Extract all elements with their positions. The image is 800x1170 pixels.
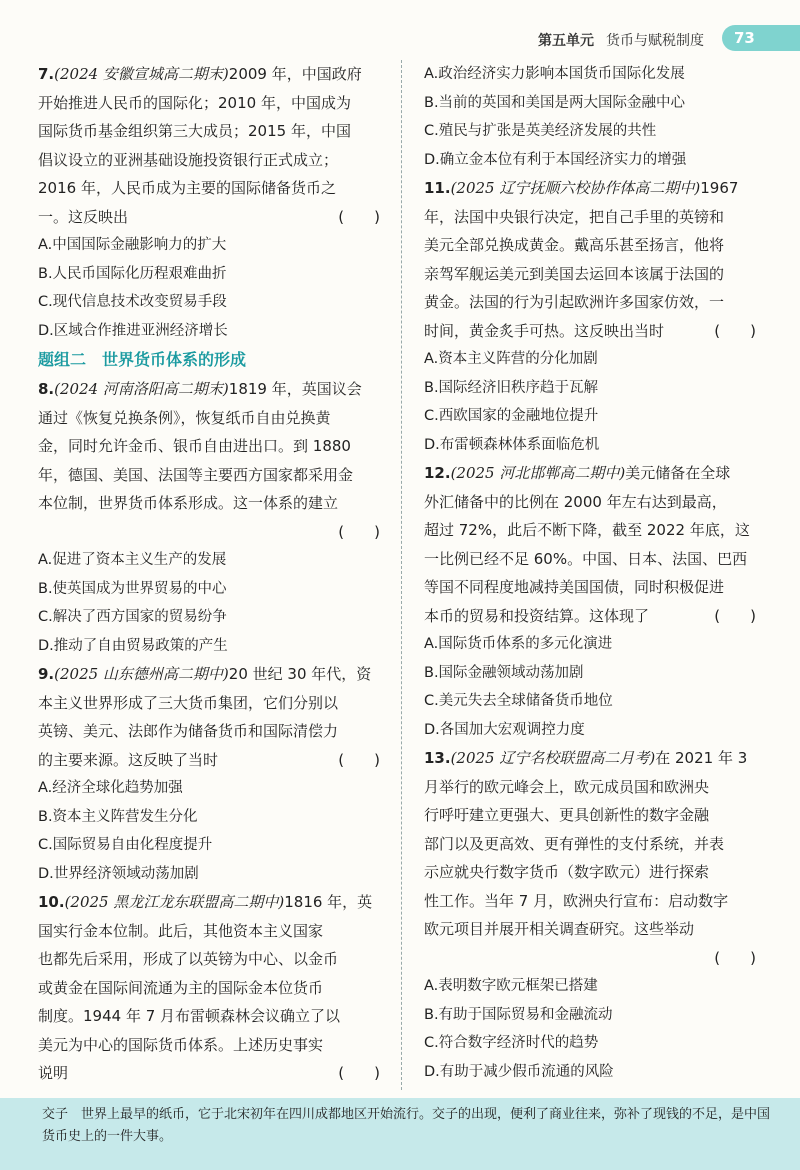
right-column — [424, 60, 760, 1086]
answer-blank[interactable]: ( ) — [338, 207, 380, 226]
stem-line: 国实行金本位制。此后，其他资本主义国家 — [38, 921, 324, 940]
question-7 — [38, 60, 384, 231]
stem-line: 黄金。法国的行为引起欧洲许多国家仿效，一 — [424, 293, 725, 311]
stem-line: 说明 — [38, 1064, 69, 1082]
option-a[interactable]: A.经济全球化趋势加强 — [38, 780, 183, 796]
stem-line: 1967 — [700, 179, 739, 197]
stem-line: 月举行的欧元峰会上，欧元成员国和欧洲央 — [424, 777, 710, 796]
page-header — [0, 0, 800, 50]
option-a[interactable]: A.资本主义阵营的分化加剧 — [424, 351, 598, 367]
option-b[interactable]: B.人民币国际化历程艰难曲折 — [38, 265, 227, 282]
answer-blank[interactable]: ( ) — [714, 606, 756, 625]
option-b[interactable]: B.国际金融领域动荡加剧 — [424, 664, 584, 681]
option-a[interactable]: A.表明数字欧元框架已搭建 — [424, 978, 598, 994]
question-11 — [424, 174, 760, 345]
question-source: (2025 山东德州高二期中) — [54, 665, 229, 683]
question-number: 11. — [424, 179, 451, 197]
stem-line: 国际货币基金组织第三大成员；2015 年，中国 — [38, 122, 351, 140]
option-b[interactable]: B.资本主义阵营发生分化 — [38, 808, 198, 825]
stem-line: 通过《恢复兑换条例》，恢复纸币自由兑换黄 — [38, 408, 331, 427]
option-b[interactable]: B.有助于国际贸易和金融流动 — [424, 1006, 613, 1023]
option-b[interactable]: B.当前的英国和美国是两大国际金融中心 — [424, 94, 686, 111]
question-10 — [38, 888, 384, 1088]
section-title: 题组二 世界货币体系的形成 — [38, 350, 247, 369]
stem-line: 美元储备在全球 — [625, 464, 731, 482]
stem-line: 或黄金在国际间流通为主的国际金本位货币 — [38, 978, 324, 997]
option-d[interactable]: D.各国加大宏观调控力度 — [424, 721, 585, 738]
option-a[interactable]: A.中国国际金融影响力的扩大 — [38, 237, 227, 253]
answer-blank[interactable]: ( ) — [338, 522, 380, 541]
option-c[interactable]: C.美元失去全球储备货币地位 — [424, 693, 613, 709]
stem-line: 本位制，世界货币体系形成。这一体系的建立 — [38, 494, 339, 512]
stem-line: 一比例已经不足 60%。中国、日本、法国、巴西 — [424, 549, 748, 568]
stem-line: 年，法国中央银行决定，把自己手里的英镑和 — [424, 207, 725, 226]
stem-line: 一。这反映出 — [38, 207, 129, 226]
footer-note — [0, 1098, 800, 1170]
stem-line: 示应就央行数字货币（数字欧元）进行探索 — [424, 863, 710, 881]
stem-line: 欧元项目并展开相关调查研究。这些举动 — [424, 920, 695, 938]
question-source: (2024 河南洛阳高二期末) — [54, 380, 229, 398]
question-source: (2024 安徽宣城高二期末) — [54, 65, 229, 83]
option-c[interactable]: C.国际贸易自由化程度提升 — [38, 837, 213, 853]
question-source: (2025 河北邯郸高二期中) — [450, 464, 626, 482]
option-d[interactable]: D.确立金本位有利于本国经济实力的增强 — [424, 151, 687, 168]
stem-line: 性工作。当年 7 月，欧洲央行宣布：启动数字 — [424, 891, 729, 910]
stem-line: 也都先后采用，形成了以英镑为中心、以金币 — [38, 950, 339, 968]
stem-line: 制度。1944 年 7 月布雷顿森林会议确立了以 — [38, 1007, 341, 1025]
option-d[interactable]: D.区域合作推进亚洲经济增长 — [38, 322, 228, 339]
answer-blank[interactable]: ( ) — [338, 1064, 380, 1082]
footer-text: 交子 世界上最早的纸币，它于北宋初年在四川成都地区开始流行。交子的出现，便利了商业往来，弥补了现钱的不足，是中国货币史上的一件大事。 — [42, 1107, 771, 1144]
stem-line: 等国不同程度地减持美国国债，同时积极促进 — [424, 578, 725, 596]
question-8 — [38, 375, 384, 546]
stem-line: 倡议设立的亚洲基础设施投资银行正式成立； — [38, 150, 339, 169]
option-b[interactable]: B.使英国成为世界贸易的中心 — [38, 580, 227, 597]
option-c[interactable]: C.现代信息技术改变贸易手段 — [38, 294, 227, 310]
stem-line: 1819 年，英国议会 — [228, 380, 362, 398]
stem-line: 本主义世界形成了三大货币集团，它们分别以 — [38, 693, 339, 712]
stem-line: 20 世纪 30 年代，资 — [228, 665, 372, 683]
answer-blank[interactable]: ( ) — [338, 750, 380, 769]
stem-line: 金，同时允许金币、银币自由进出口。到 1880 — [38, 437, 351, 455]
stem-line: 1816 年，英 — [284, 893, 373, 911]
question-12 — [424, 459, 760, 630]
stem-line: 的主要来源。这反映了当时 — [38, 750, 219, 769]
option-c[interactable]: C.西欧国家的金融地位提升 — [424, 408, 599, 424]
option-d[interactable]: D.布雷顿森林体系面临危机 — [424, 436, 600, 453]
stem-line: 在 2021 年 3 — [655, 749, 748, 767]
option-c[interactable]: C.殖民与扩张是英美经济发展的共性 — [424, 123, 657, 139]
question-number: 9. — [38, 665, 55, 683]
option-b[interactable]: B.国际经济旧秩序趋于瓦解 — [424, 379, 599, 396]
stem-line: 时间，黄金炙手可热。这反映出当时 — [424, 321, 665, 340]
stem-line: 美元为中心的国际货币体系。上述历史事实 — [38, 1035, 324, 1054]
question-number: 10. — [38, 893, 65, 911]
stem-line: 开始推进人民币的国际化；2010 年，中国成为 — [38, 93, 351, 112]
answer-blank[interactable]: ( ) — [714, 948, 756, 967]
stem-line: 超过 72%，此后不断下降，截至 2022 年底，这 — [424, 521, 750, 539]
column-divider — [401, 60, 402, 1090]
stem-line: 亲驾军舰运美元到美国去运回本该属于法国的 — [424, 264, 725, 283]
stem-line: 外汇储备中的比例在 2000 年左右达到最高， — [424, 492, 727, 511]
stem-line: 美元全部兑换成黄金。戴高乐甚至扬言，他将 — [424, 236, 725, 254]
stem-line: 英镑、美元、法郎作为储备货币和国际清偿力 — [38, 722, 339, 740]
question-number: 13. — [424, 749, 451, 767]
question-source: (2025 辽宁名校联盟高二月考) — [450, 749, 656, 767]
option-c[interactable]: C.解决了西方国家的贸易纷争 — [38, 609, 227, 625]
question-9 — [38, 660, 384, 774]
left-column — [38, 60, 384, 1088]
page-number-badge — [722, 25, 800, 51]
option-d[interactable]: D.推动了自由贸易政策的产生 — [38, 637, 228, 654]
stem-line: 部门以及更高效、更有弹性的支付系统，并表 — [424, 834, 725, 853]
option-a[interactable]: A.政治经济实力影响本国货币国际化发展 — [424, 66, 685, 82]
option-a[interactable]: A.促进了资本主义生产的发展 — [38, 552, 227, 568]
stem-line: 年，德国、美国、法国等主要西方国家都采用金 — [38, 465, 354, 484]
stem-line: 2016 年，人民币成为主要的国际储备货币之 — [38, 179, 336, 197]
question-number: 7. — [38, 65, 55, 83]
stem-line: 本币的贸易和投资结算。这体现了 — [424, 606, 650, 625]
answer-blank[interactable]: ( ) — [714, 321, 756, 340]
question-source: (2025 辽宁抚顺六校协作体高二期中) — [450, 179, 701, 197]
option-a[interactable]: A.国际货币体系的多元化演进 — [424, 636, 613, 652]
question-source: (2025 黑龙江龙东联盟高二期中) — [64, 893, 285, 911]
question-number: 12. — [424, 464, 451, 482]
option-c[interactable]: C.符合数字经济时代的趋势 — [424, 1035, 599, 1051]
option-d[interactable]: D.有助于减少假币流通的风险 — [424, 1063, 614, 1080]
unit-label: 第五单元 — [538, 33, 594, 49]
option-d[interactable]: D.世界经济领域动荡加剧 — [38, 865, 199, 882]
stem-line: 行呼吁建立更强大、更具创新性的数字金融 — [424, 806, 710, 824]
page-number: 73 — [734, 29, 755, 47]
question-number: 8. — [38, 380, 55, 398]
stem-line: 2009 年，中国政府 — [228, 65, 362, 83]
question-13 — [424, 744, 760, 972]
unit-title: 货币与赋税制度 — [606, 33, 704, 49]
